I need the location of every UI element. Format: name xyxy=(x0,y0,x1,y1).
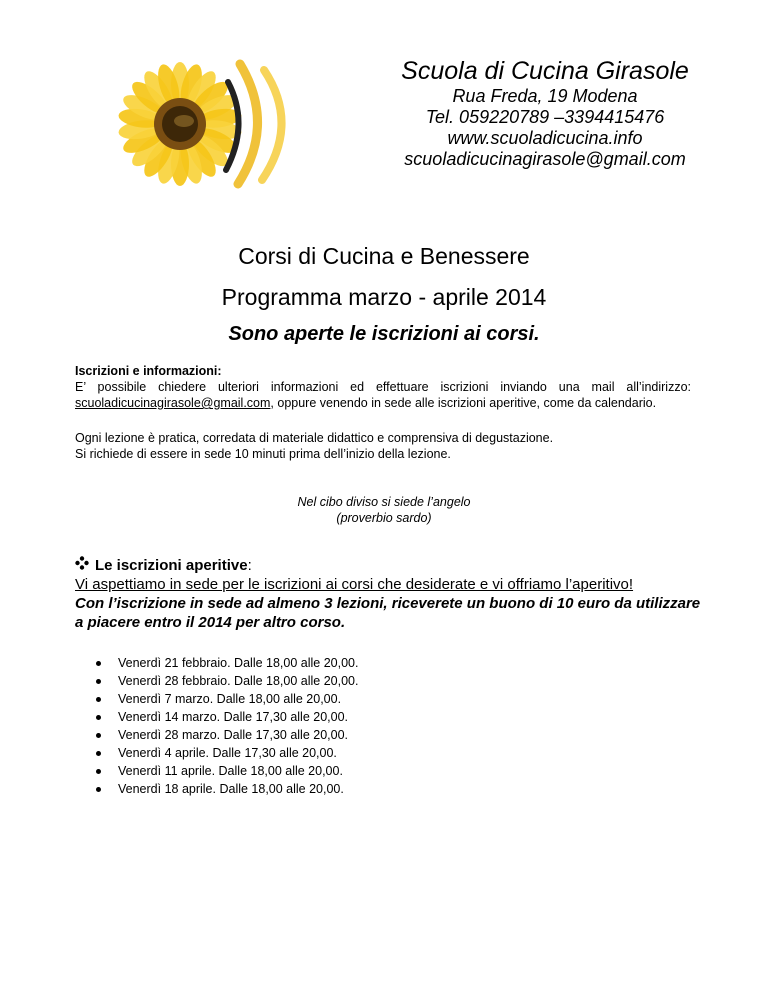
bullet-icon xyxy=(96,733,101,738)
school-email[interactable]: scuoladicucinagirasole@gmail.com xyxy=(404,149,686,169)
school-address: Rua Freda, 19 Modena xyxy=(452,86,638,106)
date-text: Venerdì 11 aprile. Dalle 18,00 alle 20,00. xyxy=(118,764,343,778)
aperitive-title: Le iscrizioni aperitive xyxy=(95,557,248,574)
rules-line-2: Si richiede di essere in sede 10 minuti prima dell’inizio della lezione. xyxy=(75,447,451,461)
bullet-icon xyxy=(96,787,101,792)
dates-list xyxy=(96,654,358,798)
list-item xyxy=(96,726,358,744)
school-phone: Tel. 059220789 –3394415476 xyxy=(425,107,665,127)
list-item xyxy=(96,654,358,672)
bullet-icon xyxy=(96,679,101,684)
info-email-link[interactable]: scuoladicucinagirasole@gmail.com xyxy=(75,396,271,410)
aperitive-title-colon: : xyxy=(247,557,252,574)
list-item xyxy=(96,744,358,762)
date-text: Venerdì 14 marzo. Dalle 17,30 alle 20,00. xyxy=(118,710,349,724)
quote-source: (proverbio sardo) xyxy=(336,511,432,525)
open-registration-title: Sono aperte le iscrizioni ai corsi. xyxy=(228,323,540,345)
diamond-bullet-icon xyxy=(75,556,89,575)
date-text: Venerdì 28 marzo. Dalle 17,30 alle 20,00. xyxy=(118,728,349,742)
date-text: Venerdì 28 febbraio. Dalle 18,00 alle 20,00. xyxy=(118,674,359,688)
date-text: Venerdì 4 aprile. Dalle 17,30 alle 20,00. xyxy=(118,746,337,760)
bullet-icon xyxy=(96,751,101,756)
list-item xyxy=(96,672,358,690)
aperitive-section xyxy=(75,556,715,632)
rules-line-1: Ogni lezione è pratica, corredata di materiale didattico e comprensiva di degustazione. xyxy=(75,431,554,445)
main-title: Corsi di Cucina e Benessere xyxy=(238,243,530,269)
sunflower-icon xyxy=(100,42,310,192)
list-item xyxy=(96,690,358,708)
list-item xyxy=(96,708,358,726)
info-heading: Iscrizioni e informazioni: xyxy=(75,364,222,378)
quote-text: Nel cibo diviso si siede l’angelo xyxy=(297,495,471,509)
list-item xyxy=(96,780,358,798)
school-website[interactable]: www.scuoladicucina.info xyxy=(447,128,643,148)
bullet-icon xyxy=(96,715,101,720)
info-line-2-rest: , oppure venendo in sede alle iscrizioni aperitive, come da calendario. xyxy=(270,396,657,410)
school-name: Scuola di Cucina Girasole xyxy=(401,57,689,85)
program-title: Programma marzo - aprile 2014 xyxy=(221,284,547,310)
aperitive-offer-line-1: Con l’iscrizione in sede ad almeno 3 lezioni, riceverete un buono di 10 euro da utilizzare xyxy=(75,595,701,612)
info-line-1: E’ possibile chiedere ulteriori informazioni ed effettuare iscrizioni inviando una mail all’indirizzo: xyxy=(75,380,691,394)
date-text: Venerdì 21 febbraio. Dalle 18,00 alle 20,00. xyxy=(118,656,359,670)
sunflower-logo xyxy=(100,42,310,192)
yellow-arc-outer xyxy=(262,70,282,180)
date-text: Venerdì 7 marzo. Dalle 18,00 alle 20,00. xyxy=(118,692,342,706)
info-section xyxy=(75,363,691,411)
aperitive-title-row xyxy=(75,556,715,575)
school-header xyxy=(400,56,690,170)
aperitive-offer-line-2: a piacere entro il 2014 per altro corso. xyxy=(75,614,346,631)
bullet-icon xyxy=(96,697,101,702)
bullet-icon xyxy=(96,769,101,774)
list-item xyxy=(96,762,358,780)
proverb-quote xyxy=(0,494,768,526)
date-text: Venerdì 18 aprile. Dalle 18,00 alle 20,00. xyxy=(118,782,344,796)
rules-section xyxy=(75,430,691,462)
bullet-icon xyxy=(96,661,101,666)
aperitive-invite: Vi aspettiamo in sede per le iscrizioni ai corsi che desiderate e vi offriamo l’aperitivo! xyxy=(75,576,634,593)
info-line-2 xyxy=(75,395,691,411)
